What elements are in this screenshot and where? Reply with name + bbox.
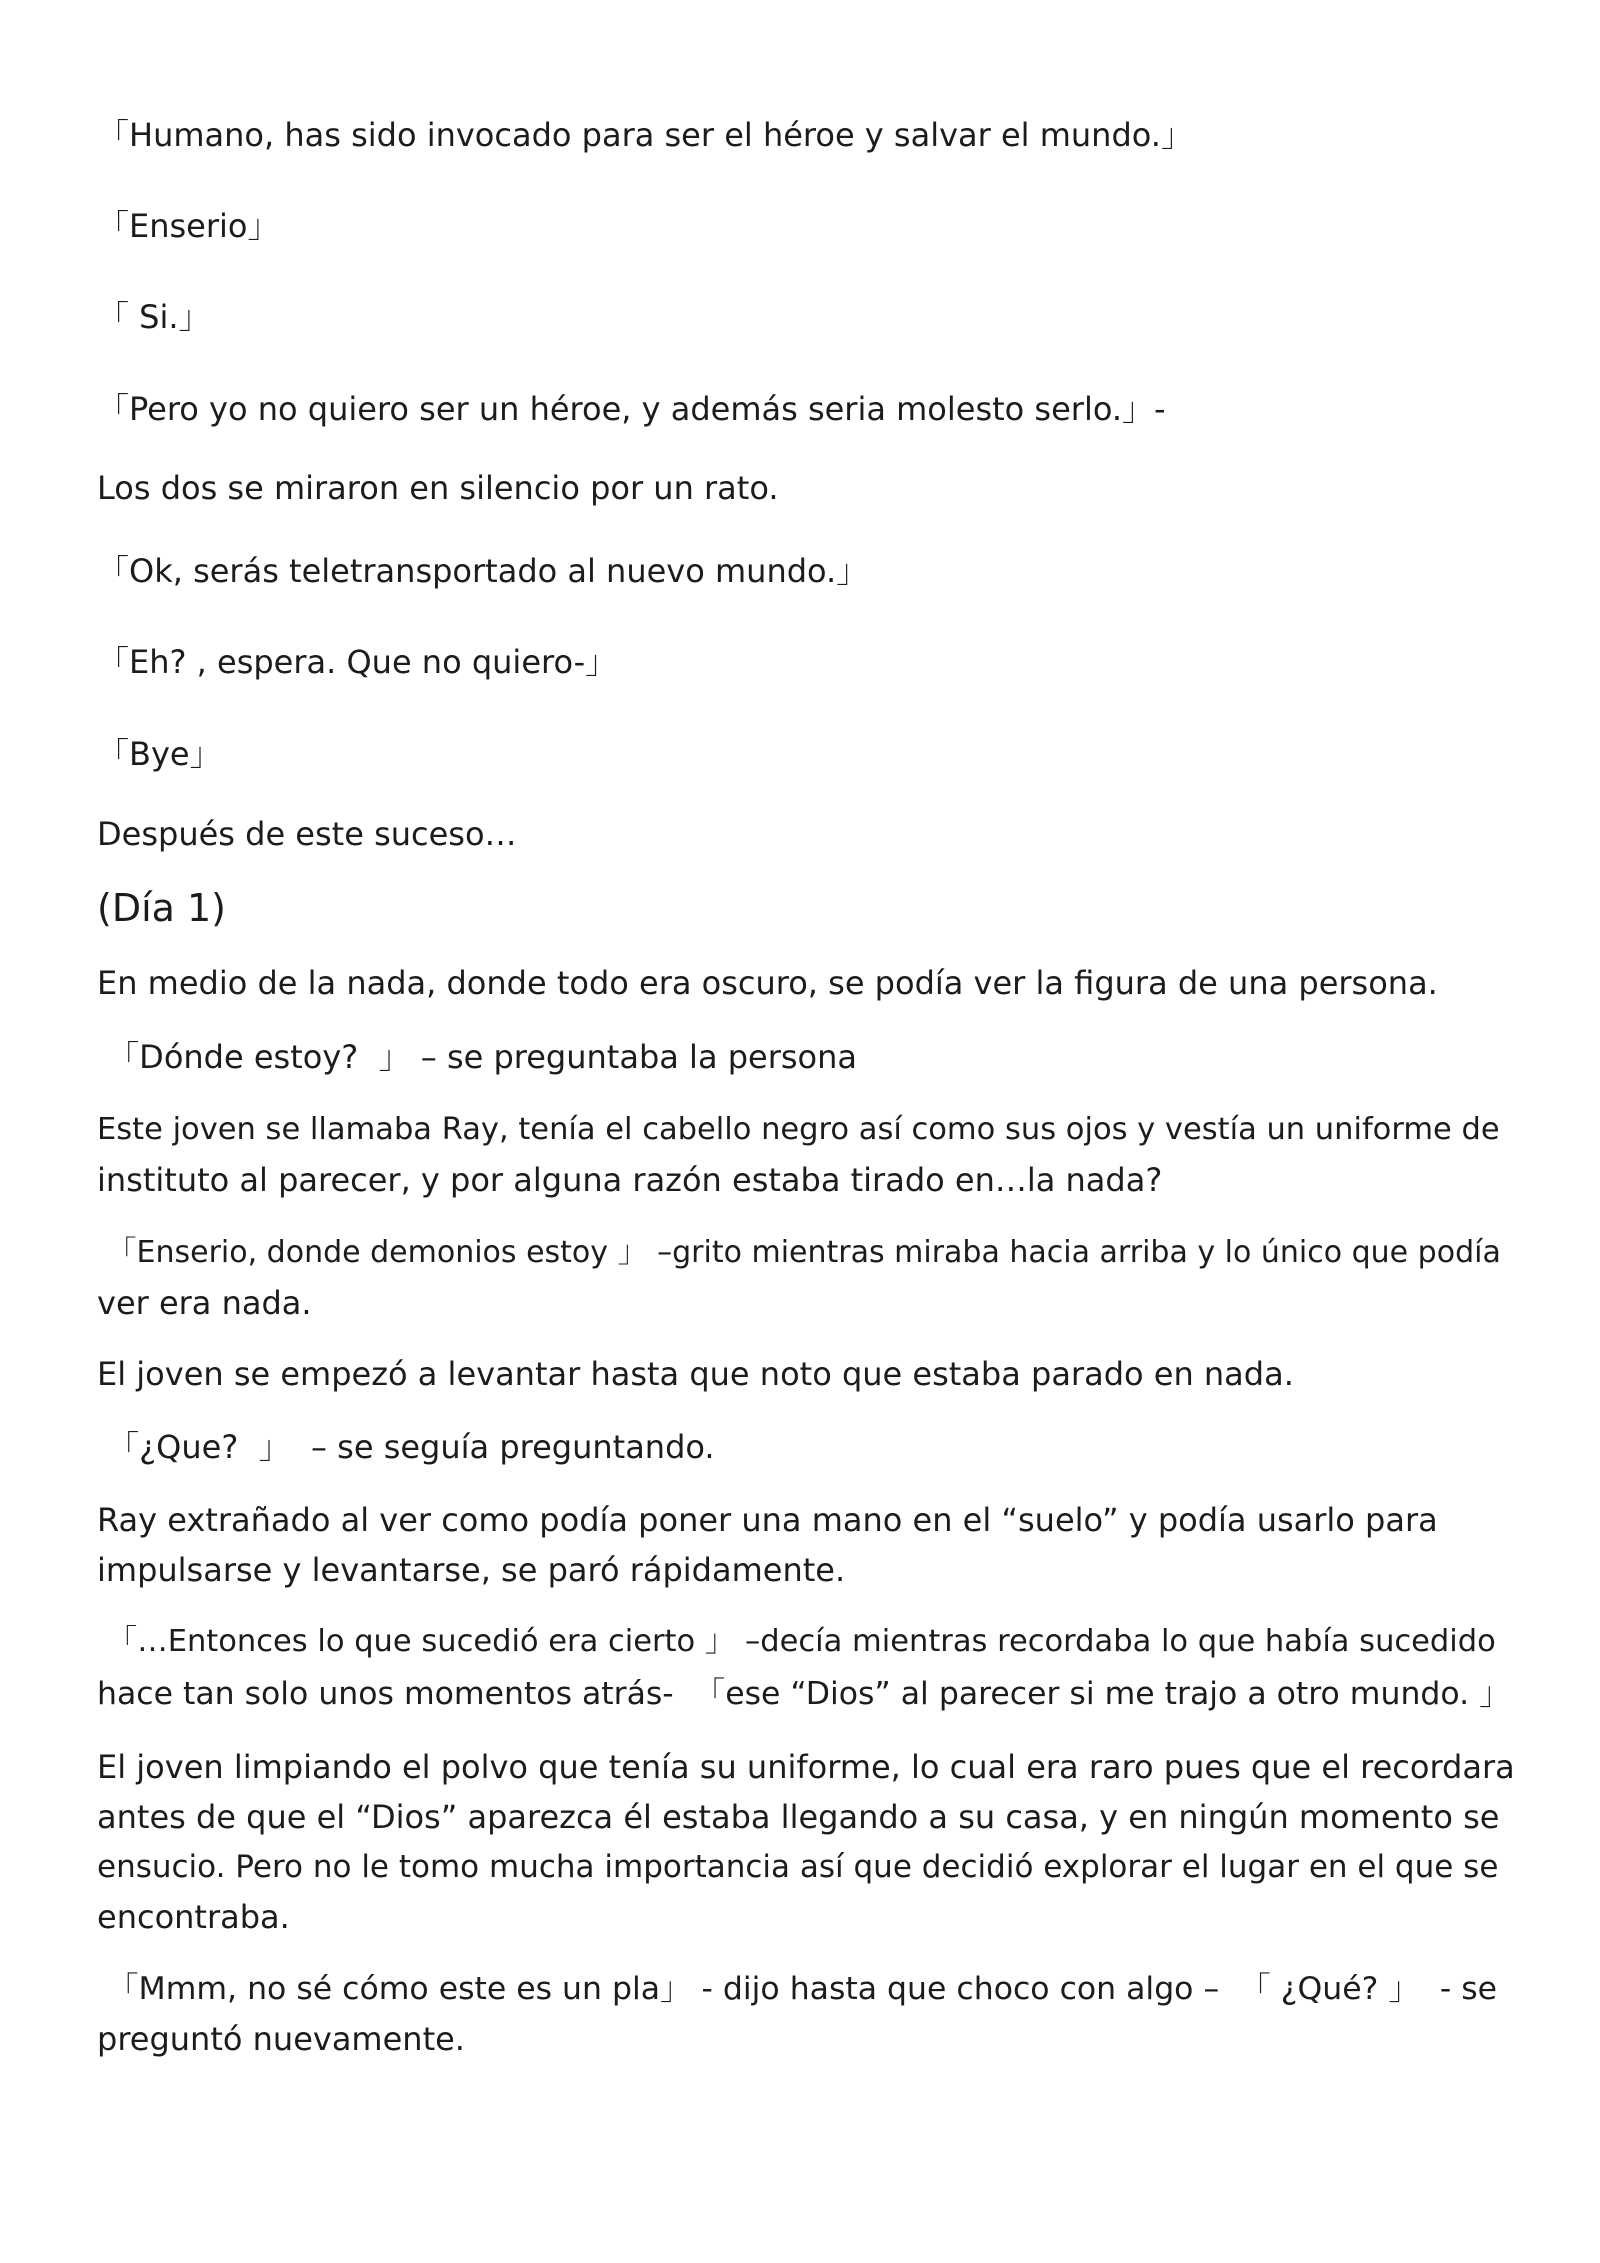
narration-line: El joven limpiando el polvo que tenía su uniforme, lo cual era raro pues que el recordara <box>97 1748 1515 1786</box>
dialogue-line: 「Bye」 <box>97 735 222 773</box>
narration-line: Los dos se miraron en silencio por un rato. <box>97 469 779 507</box>
dialogue-line: 「Humano, has sido invocado para ser el héroe y salvar el mundo.」 <box>97 116 1193 154</box>
dialogue-line: 「Mmm, no sé cómo este es un pla」 - dijo hasta que choco con algo – 「 ¿Qué? 」 - se <box>97 1971 1498 2007</box>
dialogue-line: 「Enserio」 <box>97 207 280 245</box>
dialogue-line: 「Dónde estoy? 」 – se preguntaba la persona <box>97 1038 858 1076</box>
dialogue-line: 「 Si.」 <box>97 298 211 336</box>
narration-line: Este joven se llamaba Ray, tenía el cabello negro así como sus ojos y vestía un uniforme de <box>97 1112 1500 1147</box>
narration-line: Después de este suceso… <box>97 815 517 853</box>
dialogue-line: 「Eh? , espera. Que no quiero-」 <box>97 643 618 681</box>
narration-line: ensucio. Pero no le tomo mucha importancia así que decidió explorar el lugar en el que se <box>97 1849 1499 1885</box>
dialogue-line: hace tan solo unos momentos atrás- 「ese “Dios” al parecer si me trajo a otro mundo. 」 <box>97 1676 1511 1712</box>
dialogue-line: 「¿Que? 」 – se seguía preguntando. <box>97 1428 715 1466</box>
narration-line: impulsarse y levantarse, se paró rápidamente. <box>97 1551 846 1589</box>
narration-line: instituto al parecer, y por alguna razón estaba tirado en…la nada? <box>97 1161 1163 1199</box>
narration-line: preguntó nuevamente. <box>97 2020 465 2058</box>
narration-line: ver era nada. <box>97 1284 312 1322</box>
dialogue-line: 「Ok, serás teletransportado al nuevo mundo.」 <box>97 552 869 590</box>
dialogue-line: 「Pero yo no quiero ser un héroe, y además seria molesto serlo.」- <box>97 390 1166 428</box>
narration-line: encontraba. <box>97 1898 290 1936</box>
dialogue-line: 「Enserio, donde demonios estoy 」 –grito mientras miraba hacia arriba y lo único que podía <box>97 1235 1501 1270</box>
narration-line: antes de que el “Dios” aparezca él estaba llegando a su casa, y en ningún momento se <box>97 1798 1500 1836</box>
day-heading: (Día 1) <box>97 886 227 930</box>
narration-line: En medio de la nada, donde todo era oscuro, se podía ver la figura de una persona. <box>97 964 1438 1002</box>
narration-line: Ray extrañado al ver como podía poner una mano en el “suelo” y podía usarlo para <box>97 1501 1438 1539</box>
dialogue-line: 「…Entonces lo que sucedió era cierto 」 –decía mientras recordaba lo que había sucedido <box>97 1624 1496 1659</box>
narration-line: El joven se empezó a levantar hasta que noto que estaba parado en nada. <box>97 1355 1294 1393</box>
